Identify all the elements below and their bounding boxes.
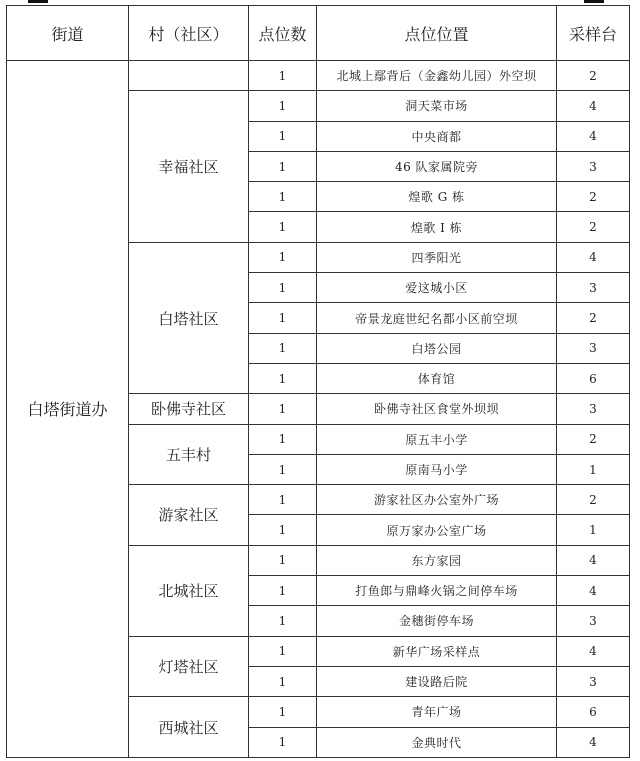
header-street: 街道 [7, 6, 129, 61]
site-count-cell: 1 [249, 576, 317, 606]
sampling-stations-cell: 3 [557, 333, 630, 363]
sampling-stations-cell: 3 [557, 606, 630, 636]
site-location-cell: 体育馆 [317, 363, 557, 393]
site-location-cell: 新华广场采样点 [317, 636, 557, 666]
sampling-stations-cell: 2 [557, 424, 630, 454]
sampling-stations-cell: 4 [557, 576, 630, 606]
header-row [7, 6, 630, 61]
site-location-cell: 46 队家属院旁 [317, 151, 557, 181]
sampling-stations-cell: 3 [557, 151, 630, 181]
header-site-count: 点位数 [249, 6, 317, 61]
village-cell: 白塔社区 [129, 242, 249, 393]
site-count-cell: 1 [249, 363, 317, 393]
site-location-cell: 青年广场 [317, 697, 557, 727]
site-count-cell: 1 [249, 515, 317, 545]
site-count-cell: 1 [249, 697, 317, 727]
site-location-cell: 煌歌 G 栋 [317, 182, 557, 212]
sampling-stations-cell: 4 [557, 636, 630, 666]
village-cell: 卧佛寺社区 [129, 394, 249, 424]
sampling-stations-cell: 2 [557, 485, 630, 515]
site-count-cell: 1 [249, 273, 317, 303]
site-count-cell: 1 [249, 394, 317, 424]
site-count-cell: 1 [249, 61, 317, 91]
site-location-cell: 原万家办公室广场 [317, 515, 557, 545]
sampling-stations-cell: 6 [557, 697, 630, 727]
site-location-cell: 煌歌 I 栋 [317, 212, 557, 242]
site-count-cell: 1 [249, 454, 317, 484]
sampling-stations-cell: 3 [557, 273, 630, 303]
site-location-cell: 洞天菜市场 [317, 91, 557, 121]
site-count-cell: 1 [249, 606, 317, 636]
sampling-stations-cell: 2 [557, 61, 630, 91]
sampling-stations-cell: 1 [557, 454, 630, 484]
sampling-stations-cell: 2 [557, 212, 630, 242]
village-cell [129, 61, 249, 91]
table-row [7, 61, 630, 91]
top-rule-stub-right [584, 0, 604, 3]
village-cell: 游家社区 [129, 485, 249, 546]
sampling-stations-cell: 4 [557, 242, 630, 272]
site-count-cell: 1 [249, 151, 317, 181]
sampling-stations-cell: 3 [557, 394, 630, 424]
site-location-cell: 游家社区办公室外广场 [317, 485, 557, 515]
site-count-cell: 1 [249, 303, 317, 333]
street-cell: 白塔街道办 [7, 61, 129, 758]
top-rule-stub-left [28, 0, 48, 3]
sampling-sites-table [6, 5, 630, 758]
site-count-cell: 1 [249, 636, 317, 666]
site-location-cell: 四季阳光 [317, 242, 557, 272]
site-count-cell: 1 [249, 727, 317, 757]
site-location-cell: 爱这城小区 [317, 273, 557, 303]
site-count-cell: 1 [249, 182, 317, 212]
site-location-cell: 打鱼郎与鼎峰火锅之间停车场 [317, 576, 557, 606]
sampling-stations-cell: 4 [557, 121, 630, 151]
sampling-stations-cell: 4 [557, 91, 630, 121]
sampling-stations-cell: 2 [557, 182, 630, 212]
site-count-cell: 1 [249, 333, 317, 363]
site-location-cell: 帝景龙庭世纪名都小区前空坝 [317, 303, 557, 333]
site-location-cell: 中央商都 [317, 121, 557, 151]
site-count-cell: 1 [249, 545, 317, 575]
village-cell: 五丰村 [129, 424, 249, 485]
table-body [7, 61, 630, 758]
site-count-cell: 1 [249, 121, 317, 151]
site-count-cell: 1 [249, 212, 317, 242]
village-cell: 灯塔社区 [129, 636, 249, 697]
header-sampling-stations: 采样台 [557, 6, 630, 61]
site-location-cell: 金典时代 [317, 727, 557, 757]
sampling-stations-cell: 4 [557, 545, 630, 575]
site-location-cell: 建设路后院 [317, 666, 557, 696]
site-count-cell: 1 [249, 242, 317, 272]
sampling-stations-cell: 3 [557, 666, 630, 696]
village-cell: 北城社区 [129, 545, 249, 636]
site-location-cell: 原五丰小学 [317, 424, 557, 454]
site-count-cell: 1 [249, 424, 317, 454]
site-location-cell: 北城上鄢背后（金鑫幼儿园）外空坝 [317, 61, 557, 91]
site-count-cell: 1 [249, 91, 317, 121]
sampling-stations-cell: 1 [557, 515, 630, 545]
site-count-cell: 1 [249, 485, 317, 515]
site-location-cell: 金穗街停车场 [317, 606, 557, 636]
sampling-stations-cell: 4 [557, 727, 630, 757]
site-location-cell: 白塔公园 [317, 333, 557, 363]
header-site-location: 点位位置 [317, 6, 557, 61]
sampling-stations-cell: 6 [557, 363, 630, 393]
header-village: 村（社区） [129, 6, 249, 61]
sampling-stations-cell: 2 [557, 303, 630, 333]
site-location-cell: 卧佛寺社区食堂外坝坝 [317, 394, 557, 424]
site-location-cell: 原南马小学 [317, 454, 557, 484]
site-location-cell: 东方家园 [317, 545, 557, 575]
village-cell: 西城社区 [129, 697, 249, 758]
site-count-cell: 1 [249, 666, 317, 696]
village-cell: 幸福社区 [129, 91, 249, 242]
